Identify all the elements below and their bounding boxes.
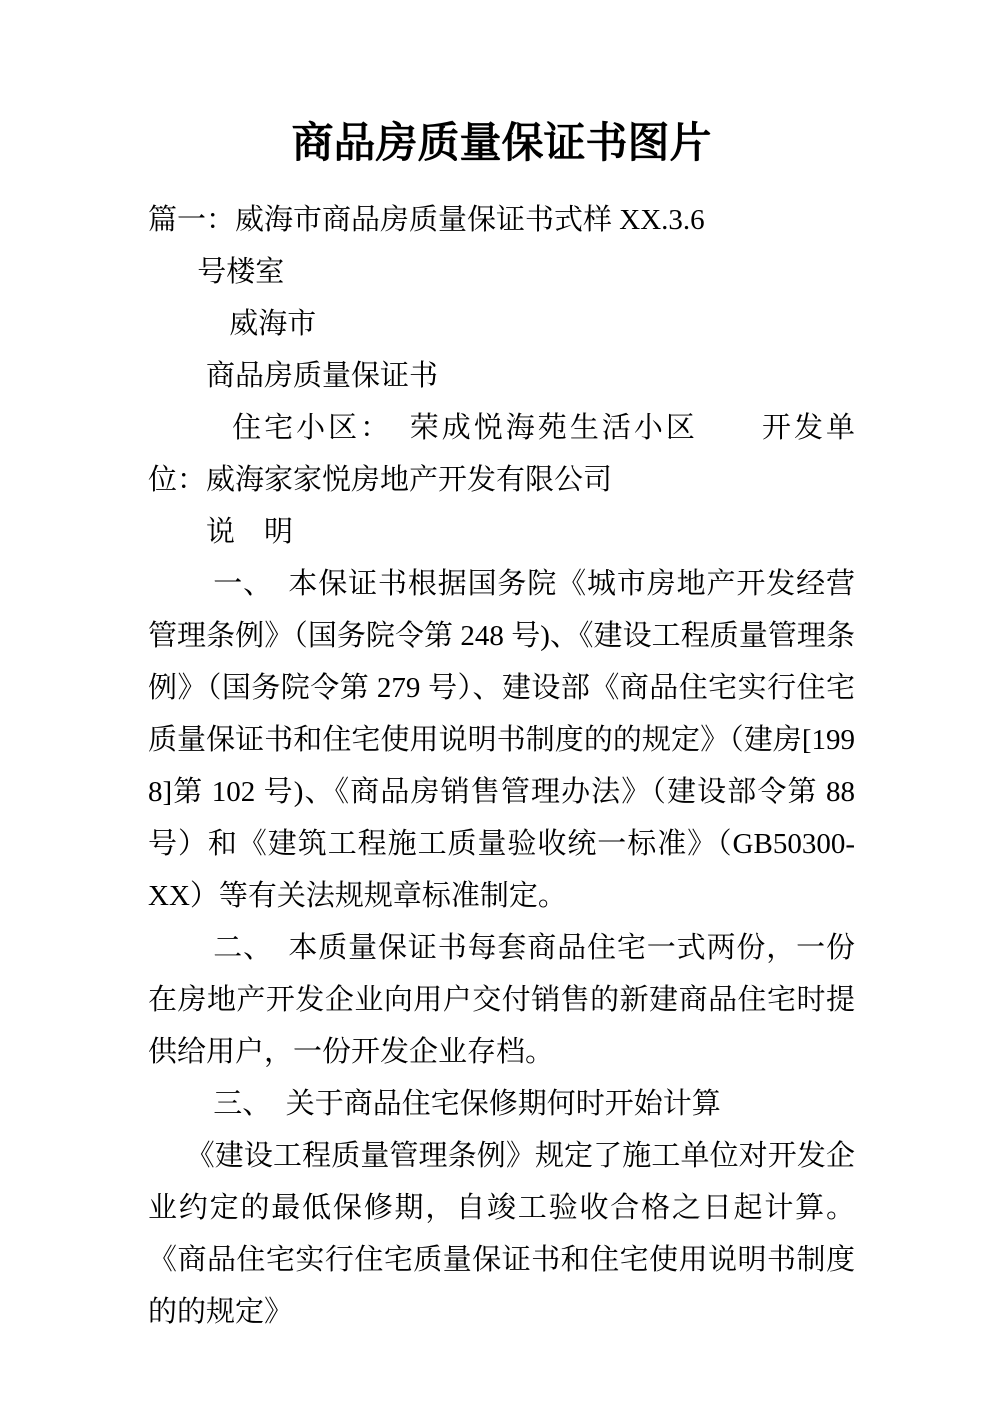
paragraph-explanation-heading: 说 明 (206, 516, 294, 548)
paragraph-section-heading: 篇一：威海市商品房质量保证书式样 XX.3.6 (148, 204, 705, 236)
document-title: 商品房质量保证书图片 (291, 121, 712, 167)
paragraph-clause-3: 三、 关于商品住宅保修期何时开始计算 (213, 1088, 721, 1120)
paragraph-clause-1: 一、 本保证书根据国务院《城市房地产开发经营管理条例》（国务院令第 248 号)、《建设工程质量管理条例》（国务院令第 279 号）、建设部《商品住宅实行住宅质量保证书和住宅使用说明书制度的的规定》（建房[1998]第 102 号)、《商品房销售管理办法》（建设部令第 88 号）和《建筑工程施工质量验收统一标准》（GB50300-XX）等有关法规规章标准制定。 (148, 568, 855, 912)
paragraph-community-developer: 住宅小区： 荣成悦海苑生活小区 开发单位：威海家家悦房地产开发有限公司 (148, 412, 855, 496)
paragraph-building-room: 号楼室 (197, 256, 285, 288)
paragraph-clause-2: 二、 本质量保证书每套商品住宅一式两份，一份在房地产开发企业向用户交付销售的新建商品住宅时提供给用户，一份开发企业存档。 (148, 932, 855, 1068)
paragraph-certificate-title: 商品房质量保证书 (206, 360, 439, 392)
paragraph-clause-3-body: 《建设工程质量管理条例》规定了施工单位对开发企业约定的最低保修期，自竣工验收合格之日起计算。《商品住宅实行住宅质量保证书和住宅使用说明书制度的的规定》 (148, 1140, 855, 1328)
paragraph-city: 威海市 (229, 308, 317, 340)
